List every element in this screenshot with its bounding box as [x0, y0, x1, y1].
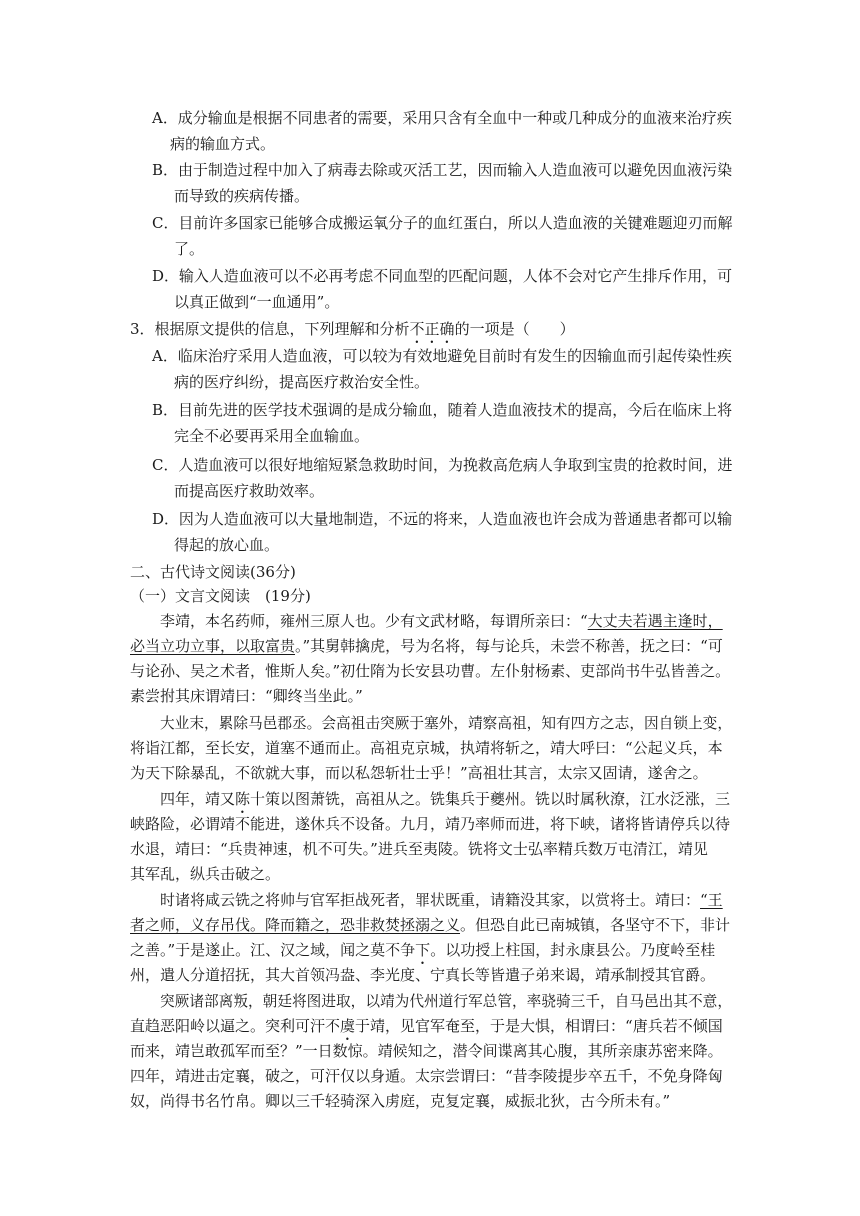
- passage-p2-line3: 为天下除暴乱，不欲就大事，而以私怨斩壮士乎！”高祖壮其言，太宗又固请，遂舍之。: [130, 764, 708, 782]
- underlined-phrase-2-cont: 者之师，义存吊伐。降而籍之，恐非救焚拯溺之义: [130, 916, 461, 934]
- q3-option-b-line1: B．目前先进的医学技术强调的是成分输血，随着人造血液技术的提高，今后在临床上将: [152, 401, 733, 419]
- passage-p4-line1: 时诸将咸云铣之将帅与官军拒战死者，罪状既重，请籍没其家，以赏将士。靖曰：“王: [160, 891, 723, 909]
- q3-option-c-line2: 而提高医疗救助效率。: [174, 482, 325, 500]
- emphasis-chen: 陈: [235, 790, 251, 808]
- passage-p1-line3: 与论孙、吴之术者，惟斯人矣。”初仕隋为长安县功曹。左仆射杨素、吏部尚书牛弘皆善之。: [130, 662, 731, 680]
- q3-option-b-line2: 完全不必要再采用全血输血。: [174, 427, 370, 445]
- passage-p5-line2: 直趋恶阳岭以逼之。突利可汗不虞于靖，见官军奄至，于是大惧，相谓曰：“唐兵若不倾国: [130, 1017, 723, 1035]
- passage-p4-line3: 之善。”于是遂止。江、汉之域，闻之莫不争下。以功授上柱国，封永康县公。乃度岭至桂: [130, 941, 716, 959]
- q2-option-d-line2: 以真正做到“一血通用”。: [174, 293, 340, 311]
- emphasis-xia: 下: [415, 941, 431, 959]
- q3-option-a-line1: A．临床治疗采用人造血液，可以较为有效地避免目前时有发生的因输血而引起传染性疾: [152, 347, 732, 365]
- q2-option-c-line1: C．目前许多国家已能够合成搬运氧分子的血红蛋白，所以人造血液的关键难题迎刃而解: [152, 214, 733, 232]
- passage-p2-line1: 大业末，累除马邑郡丞。会高祖击突厥于塞外，靖察高祖，知有四方之志，因自锁上变，: [160, 714, 733, 732]
- q3-option-d-line2: 得起的放心血。: [174, 536, 280, 554]
- section-title: 二、古代诗文阅读(36分): [130, 563, 296, 581]
- passage-p3-line1: 四年，靖又陈十策以图萧铣，高祖从之。铣集兵于夔州。铣以时属秋潦，江水泛涨，三: [160, 790, 731, 808]
- passage-p3-line2: 峡路险，必谓靖不能进，遂休兵不设备。九月，靖乃率师而进，将下峡，诸将皆请停兵以待: [130, 815, 731, 833]
- q2-option-b-line2: 而导致的疾病传播。: [174, 187, 310, 205]
- passage-p5-line3: 而来，靖岂敢孤军而至？”一日数惊。靖候知之，潜令间谍离其心腹，其所亲康苏密来降。: [130, 1042, 723, 1060]
- underlined-phrase-2: “王: [700, 891, 723, 909]
- q3-stem: 3．根据原文提供的信息，下列理解和分析不正确的一项是（ ）: [130, 320, 575, 338]
- passage-p5-line4: 四年，靖进击定襄，破之，可汗仅以身遁。太宗尝谓曰：“昔李陵提步卒五千，不免身降匈: [130, 1067, 723, 1085]
- passage-p4-line2: 者之师，义存吊伐。降而籍之，恐非救焚拯溺之义。但恐自此已南城镇，各坚守不下，非计: [130, 916, 731, 934]
- q2-option-c-line2: 了。: [174, 240, 205, 258]
- q2-option-b-line1: B．由于制造过程中加入了病毒去除或灭活工艺，因而输入人造血液可以避免因血液污染: [152, 161, 733, 179]
- passage-p5-line1: 突厥诸部离叛，朝廷将图进取，以靖为代州道行军总管，率骁骑三千，自马邑出其不意，: [160, 992, 733, 1010]
- passage-p3-line4: 其军乱，纵兵击破之。: [130, 865, 281, 883]
- passage-p1-line1: 李靖，本名药师，雍州三原人也。少有文武材略，每谓所亲曰：“大丈夫若遇主逢时，: [160, 612, 723, 630]
- passage-p2-line2: 将诣江都，至长安，道塞不通而止。高祖克京城，执靖将斩之，靖大呼曰：“公起义兵，本: [130, 739, 723, 757]
- passage-p1-line4: 素尝拊其床谓靖曰：“卿终当坐此。”: [130, 687, 363, 705]
- q3-option-d-line1: D．因为人造血液可以大量地制造，不远的将来，人造血液也许会成为普通患者都可以输: [152, 510, 733, 528]
- q3-option-a-line2: 病的医疗纠纷，提高医疗救治安全性。: [174, 373, 430, 391]
- underlined-phrase-1: 大丈夫若遇主逢时，: [587, 612, 723, 630]
- section-subtitle: （一）文言文阅读 (19分): [130, 587, 311, 605]
- q3-option-c-line1: C．人造血液可以很好地缩短紧急救助时间，为挽救高危病人争取到宝贵的抢救时间，进: [152, 456, 733, 474]
- q2-option-a-line2: 病的输血方式。: [170, 135, 276, 153]
- passage-p5-line5: 奴，尚得书名竹帛。卿以三千轻骑深入虏庭，克复定襄，威振北狄，古今所未有。”: [130, 1092, 671, 1110]
- q3-stem-emphasis: 不正确: [409, 320, 455, 338]
- passage-p4-line4: 州，遣人分道招抚，其大首领冯盎、李光度、宁真长等皆遣子弟来谒，靖承制授其官爵。: [130, 966, 716, 984]
- underlined-phrase-1-cont: 必当立功立事，以取富贵: [130, 637, 296, 655]
- q2-option-a-line1: A．成分输血是根据不同患者的需要，采用只含有全血中一种或几种成分的血液来治疗疾: [152, 109, 732, 127]
- passage-p1-line2: 必当立功立事，以取富贵。”其舅韩擒虎，号为名将，每与论兵，未尝不称善，抚之曰：“可: [130, 637, 723, 655]
- passage-p3-line3: 水退，靖曰：“兵贵神速，机不可失。”进兵至夷陵。铣将文士弘率精兵数万屯清江，靖见: [130, 840, 708, 858]
- q2-option-d-line1: D．输入人造血液可以不必再考虑不同血型的匹配问题，人体不会对它产生排斥作用，可: [152, 267, 733, 285]
- emphasis-yu: 虞: [340, 1017, 356, 1035]
